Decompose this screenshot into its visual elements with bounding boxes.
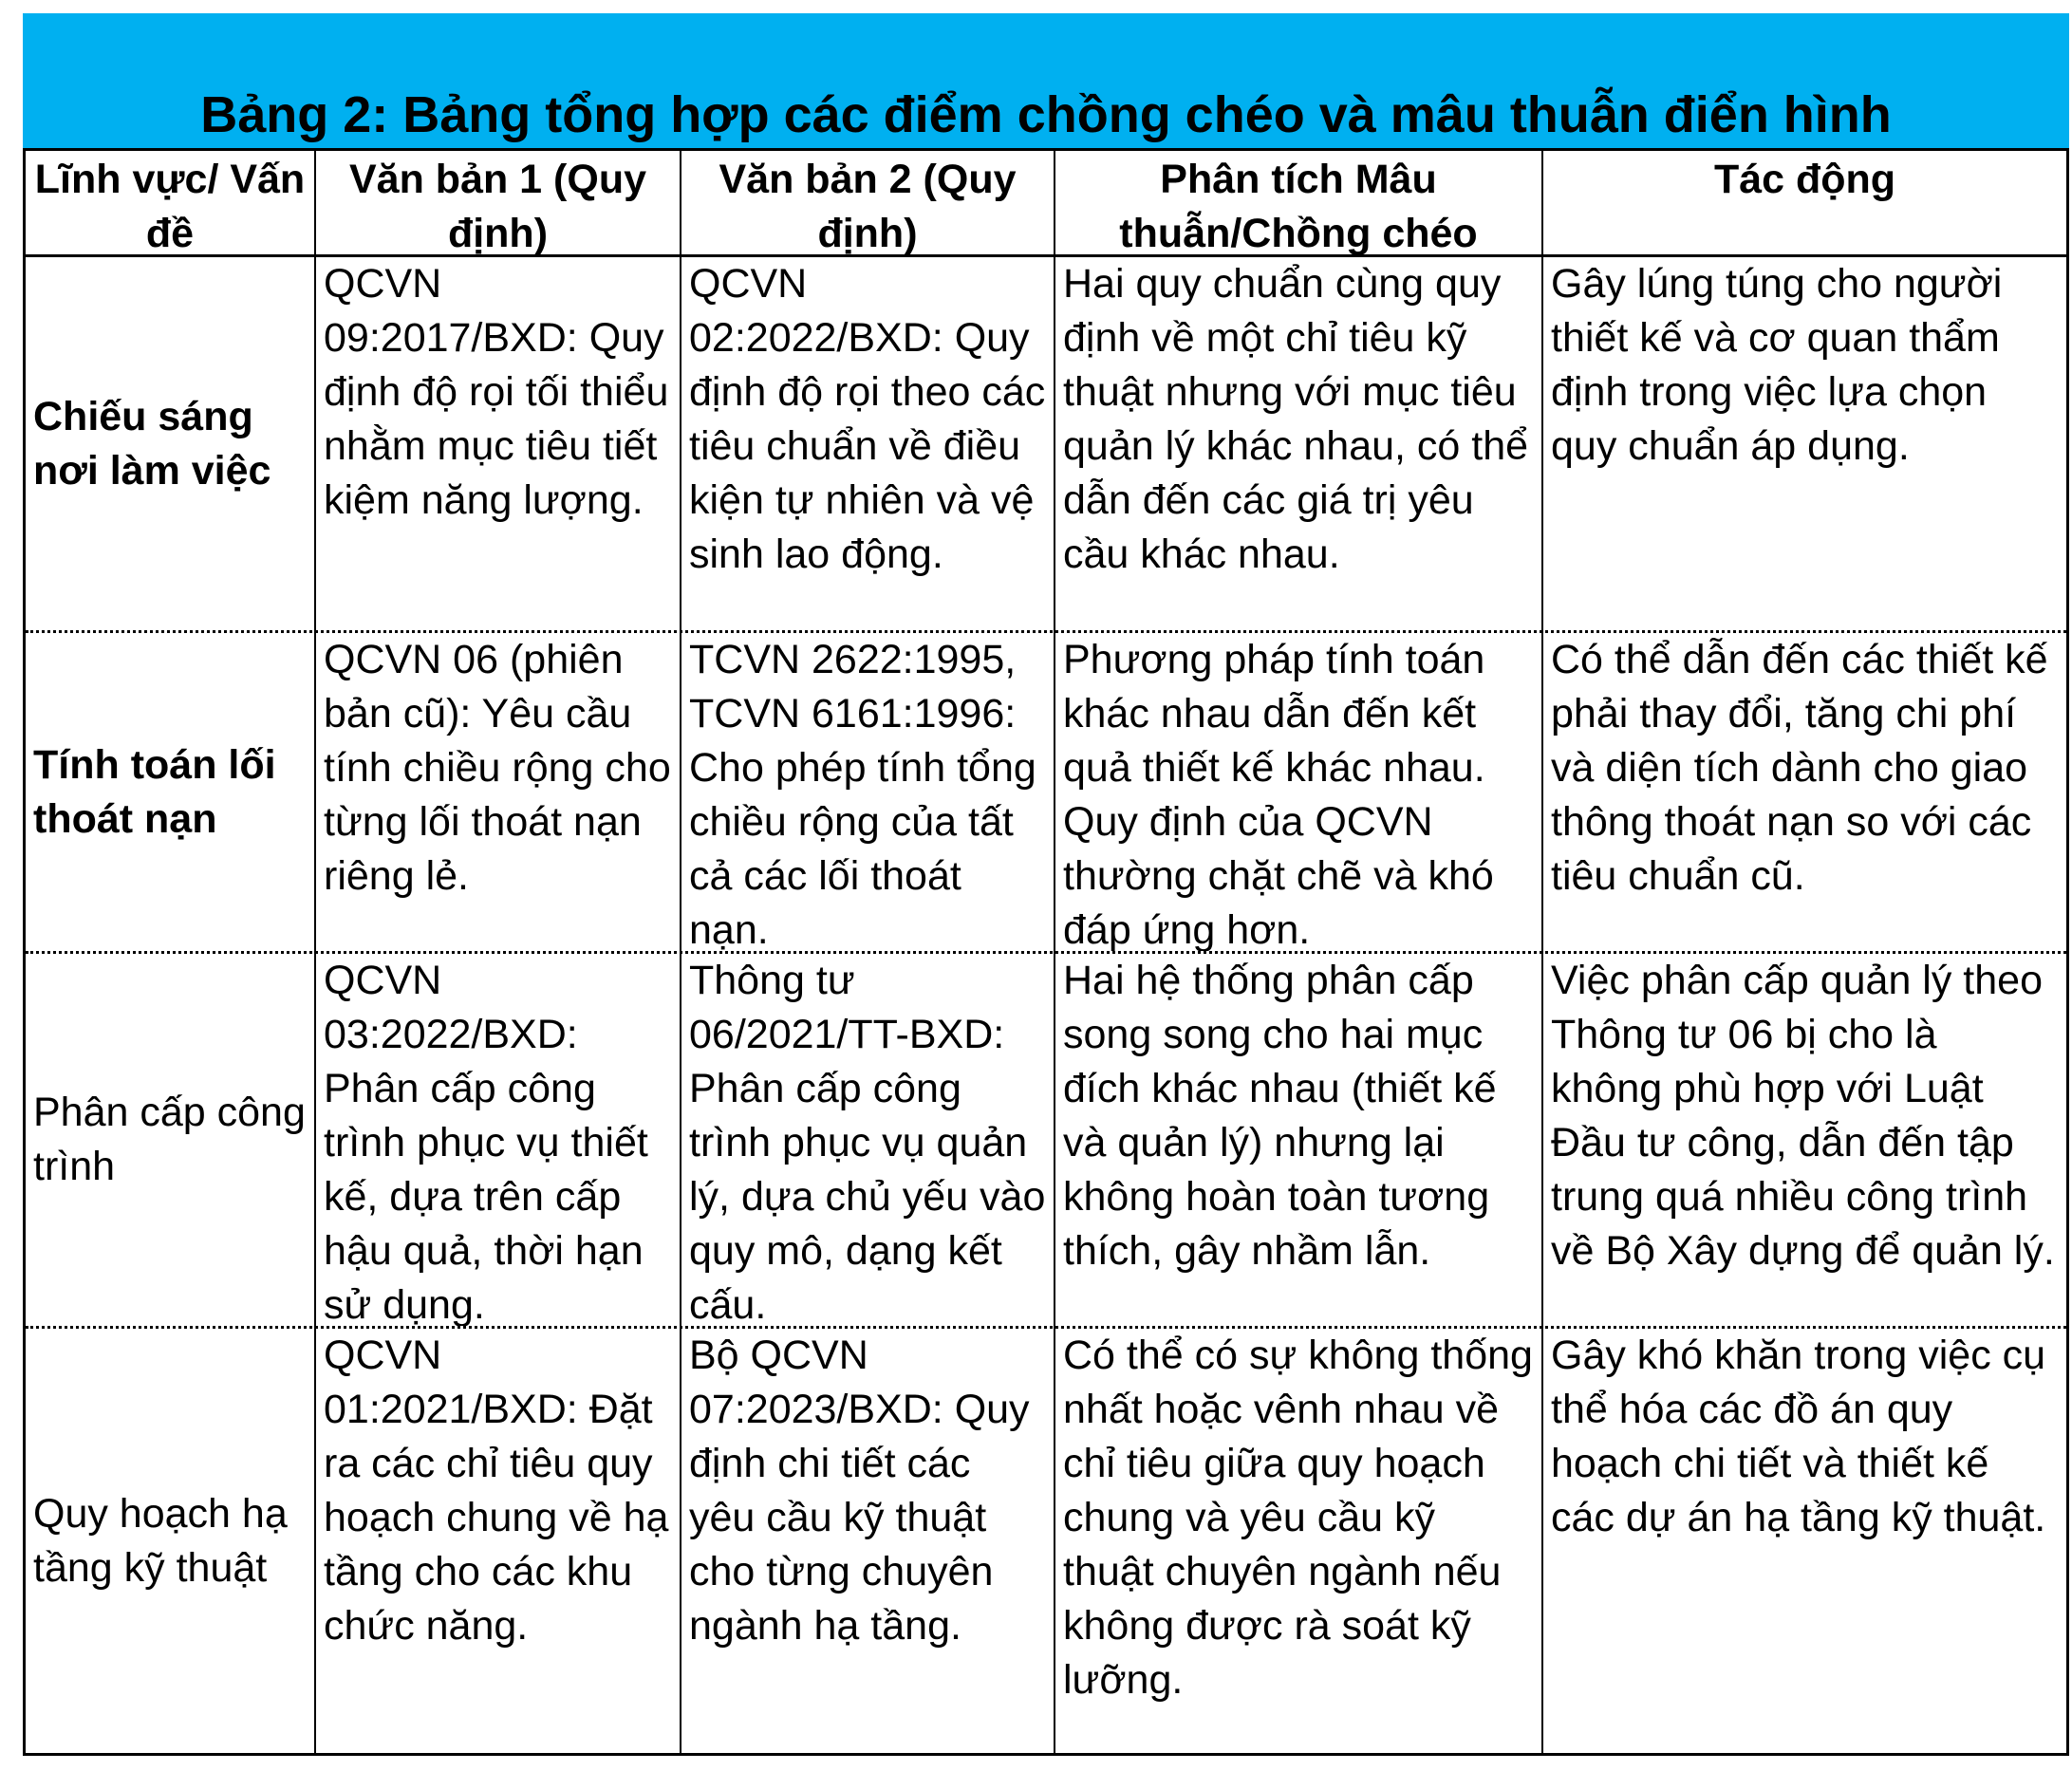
row-doc2: QCVN 02:2022/BXD: Quy định độ rọi theo các tiêu chuẩn về điều kiện tự nhiên và vệ sinh lao động. xyxy=(689,261,1046,577)
row-topic: Quy hoạch hạ tầng kỹ thuật xyxy=(33,1490,288,1591)
row-impact: Việc phân cấp quản lý theo Thông tư 06 bị cho là không phù hợp với Luật Đầu tư công, dẫn đến tập trung quá nhiều công trình về Bộ Xây dựng để quản lý. xyxy=(1551,958,2055,1274)
row-topic: Tính toán lối thoát nạn xyxy=(33,741,276,842)
table-title-banner xyxy=(23,13,2069,148)
row-impact: Gây lúng túng cho người thiết kế và cơ quan thẩm định trong việc lựa chọn quy chuẩn áp dụng. xyxy=(1551,261,2003,469)
table-title: Bảng 2: Bảng tổng hợp các điểm chồng chéo và mâu thuẫn điển hình xyxy=(200,86,1892,143)
row-doc2: Bộ QCVN 07:2023/BXD: Quy định chi tiết các yêu cầu kỹ thuật cho từng chuyên ngành hạ tầng. xyxy=(689,1333,1030,1649)
row-topic: Phân cấp công trình xyxy=(33,1090,306,1189)
comparison-table xyxy=(23,148,2069,1756)
header-doc2: Văn bản 2 (Quy định) xyxy=(719,157,1017,254)
row-doc1: QCVN 06 (phiên bản cũ): Yêu cầu tính chiều rộng cho từng lối thoát nạn riêng lẻ. xyxy=(324,637,671,899)
row-topic: Chiếu sáng nơi làm việc xyxy=(33,393,271,494)
header-topic: Lĩnh vực/ Vấn đề xyxy=(34,157,306,254)
row-analysis: Hai hệ thống phân cấp song song cho hai mục đích khác nhau (thiết kế và quản lý) nhưng lại không hoàn toàn tương thích, gây nhầm lẫn. xyxy=(1063,958,1497,1274)
row-doc1: QCVN 01:2021/BXD: Đặt ra các chỉ tiêu quy hoạch chung về hạ tầng cho các khu chức năng. xyxy=(324,1333,669,1649)
row-doc2: TCVN 2622:1995, TCVN 6161:1996: Cho phép tính tổng chiều rộng của tất cả các lối thoát nạn. xyxy=(689,637,1036,951)
row-doc1: QCVN 03:2022/BXD: Phân cấp công trình phục vụ thiết kế, dựa trên cấp hậu quả, thời hạn sử dụng. xyxy=(324,958,648,1326)
row-analysis: Phương pháp tính toán khác nhau dẫn đến kết quả thiết kế khác nhau. Quy định của QCVN thường chặt chẽ và khó đáp ứng hơn. xyxy=(1063,637,1494,951)
header-doc1: Văn bản 1 (Quy định) xyxy=(348,157,646,254)
row-doc1: QCVN 09:2017/BXD: Quy định độ rọi tối thiểu nhằm mục tiêu tiết kiệm năng lượng. xyxy=(324,261,669,523)
row-analysis: Có thể có sự không thống nhất hoặc vênh nhau về chỉ tiêu giữa quy hoạch chung và yêu cầu kỹ thuật chuyên ngành nếu không được rà soát kỹ lưỡng. xyxy=(1063,1333,1533,1703)
row-impact: Gây khó khăn trong việc cụ thể hóa các đồ án quy hoạch chi tiết và thiết kế các dự án hạ tầng kỹ thuật. xyxy=(1551,1333,2046,1540)
header-impact: Tác động xyxy=(1713,157,1896,202)
row-impact: Có thể dẫn đến các thiết kế phải thay đổi, tăng chi phí và diện tích dành cho giao thông thoát nạn so với các tiêu chuẩn cũ. xyxy=(1551,637,2048,899)
row-doc2: Thông tư 06/2021/TT-BXD: Phân cấp công trình phục vụ quản lý, dựa chủ yếu vào quy mô, dạng kết cấu. xyxy=(689,958,1046,1326)
row-analysis: Hai quy chuẩn cùng quy định về một chỉ tiêu kỹ thuật nhưng với mục tiêu quản lý khác nhau, có thể dẫn đến các giá trị yêu cầu khác nhau. xyxy=(1063,261,1529,577)
header-analysis: Phân tích Mâu thuẫn/Chồng chéo xyxy=(1119,157,1478,254)
